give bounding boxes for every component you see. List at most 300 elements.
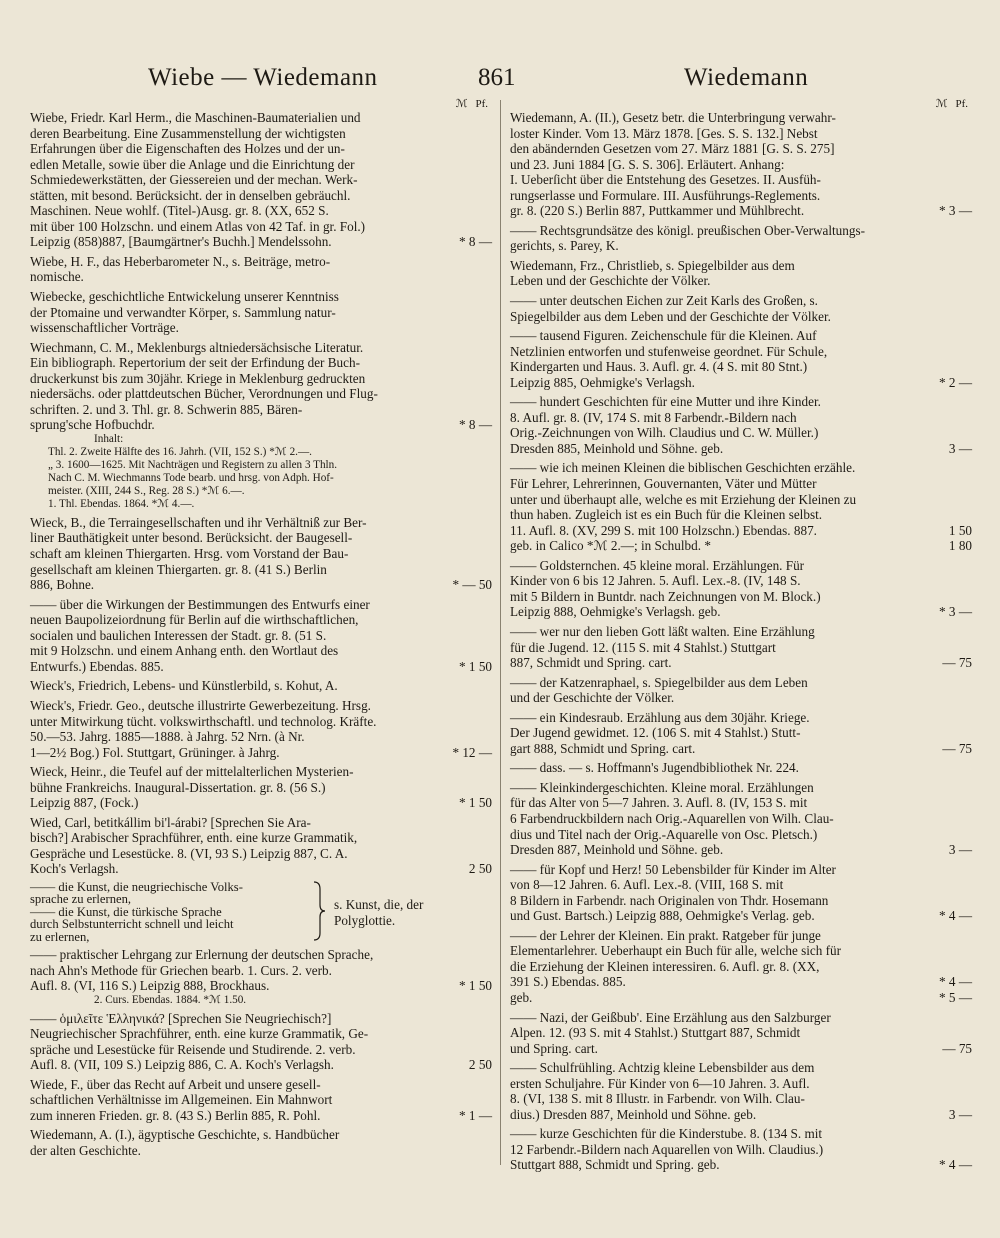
entry-text: —— wie ich meinen Kleinen die biblischen Geschichten erzähle.	[510, 460, 856, 476]
entry-text: nach Ahn's Methode für Griechen bearb. 1. Curs. 2. verb.	[30, 962, 332, 978]
entry-line: zu erlernen,	[30, 929, 90, 944]
entry-line	[510, 928, 972, 944]
entry-text: Wiedemann, Frz., Christlieb, s. Spiegelbilder aus dem	[510, 257, 795, 273]
contents-line	[30, 472, 492, 485]
entry-text: Wiedemann, A. (II.), Gesetz betr. die Unterbringung verwahr-	[510, 110, 836, 125]
entry-text: und der Geschichte der Völker.	[510, 690, 675, 706]
entry-text: —— für Kopf und Herz! 50 Lebensbilder für Kinder im Alter	[510, 861, 836, 877]
entry-text: druckerkunst bis zum 30jähr. Kriege in Meklenburg gedruckten	[30, 370, 366, 386]
entry-contents	[30, 433, 492, 511]
entry-text: socialen und baulichen Interessen der Stadt. gr. 8. (51 S.	[30, 627, 327, 643]
entry-text: Der Jugend gewidmet. 12. (106 S. mit 4 Stahlst.) Stutt-	[510, 725, 801, 741]
entry-line	[510, 1091, 972, 1107]
entry-text: Wied, Carl, betitkállim bi'l-árabi? [Sprechen Sie Ara-	[30, 814, 311, 830]
entry-text: Wieck's, Friedr. Geo., deutsche illustrirte Gewerbezeitung. Hrsg.	[30, 697, 371, 713]
column-divider	[500, 100, 501, 1165]
entry-text: 886, Bohne.	[30, 577, 95, 593]
entry-line	[30, 628, 492, 644]
catalog-entry	[510, 558, 972, 620]
left-column	[30, 98, 492, 1163]
entry-line	[510, 410, 972, 426]
entry-text: der Ptomaine und verwandter Körper, s. Sammlung natur-	[30, 304, 336, 320]
entry-line: s. Kunst, die, der	[334, 896, 424, 912]
catalog-entry	[510, 1010, 972, 1057]
entry-line	[510, 640, 972, 656]
entry-text: „ 3. 1600—1625. Mit Nachträgen und Registern zu allen 3 Thln.	[48, 458, 338, 471]
entry-line	[510, 1142, 972, 1158]
entry-line	[510, 476, 972, 492]
entry-text: —— Nazi, der Geißbub'. Eine Erzählung aus den Salzburger	[510, 1009, 831, 1025]
entry-line	[30, 1042, 492, 1058]
entry-text: sprung'sche Hofbuchdr.	[30, 417, 155, 433]
entry-text: meister. (XIII, 244 S., Reg. 28 S.) *ℳ 6.—.	[48, 484, 245, 497]
entry-text: für die Jugend. 12. (115 S. mit 4 Stahlst.) Stuttgart	[510, 639, 776, 655]
entry-text: geb. in Calico *ℳ 2.—; in Schulbd. *	[510, 538, 711, 554]
entry-line	[510, 394, 972, 410]
entry-text: 50.—53. Jahrg. 1885—1888. à Jahrg. 52 Nrn. (à Nr.	[30, 729, 305, 745]
entry-text: Ein bibliograph. Repertorium der seit der Erfindung der Buch-	[30, 355, 360, 371]
entry-line	[30, 203, 492, 219]
catalog-entry	[510, 1060, 972, 1122]
entry-text: von 8—12 Jahren. 6. Aufl. Lex.-8. (VIII, 168 S. mit	[510, 877, 784, 893]
entry-line	[510, 760, 972, 776]
entry-line	[510, 862, 972, 878]
entry-line	[30, 515, 492, 531]
entry-text: thun haben. Zugleich ist es ein Buch für die Kleinen selbst.	[510, 507, 823, 523]
entry-line	[30, 402, 492, 418]
entry-line	[30, 795, 492, 811]
entry-line	[30, 963, 492, 979]
entry-text: Wieck, B., die Terraingesellschaften und ihr Verhältniß zur Ber-	[30, 514, 367, 530]
entry-text: stätten, mit besond. Berücksicht. der in denselben gebräuchl.	[30, 187, 351, 203]
entry-line	[30, 172, 492, 188]
entry-line	[510, 675, 972, 691]
entry-text: —— der Lehrer der Kleinen. Ein prakt. Ratgeber für junge	[510, 927, 821, 943]
price: * 3 —	[939, 203, 972, 219]
entry-line	[30, 597, 492, 613]
entry-line	[30, 234, 492, 250]
entry-line	[510, 842, 972, 858]
entry-line	[30, 126, 492, 142]
catalog-entry	[510, 223, 972, 254]
catalog-entry	[30, 254, 492, 285]
entry-text: —— ein Kindesraub. Erzählung aus dem 30jähr. Kriege.	[510, 709, 810, 725]
catalog-entry	[30, 515, 492, 593]
entry-line	[510, 589, 972, 605]
entry-text: und 23. Juni 1884 [G. S. S. 306]. Erläutert. Anhang:	[510, 156, 785, 172]
entry-line	[30, 320, 492, 336]
entry-text: Dresden 885, Meinhold und Söhne. geb.	[510, 440, 724, 456]
price: 2 50	[468, 1057, 492, 1073]
entry-line	[510, 1025, 972, 1041]
price: * 4 —	[939, 1157, 972, 1173]
entry-line	[510, 293, 972, 309]
contents-line	[30, 498, 492, 511]
price: 3 —	[948, 842, 972, 858]
catalog-entry	[30, 289, 492, 336]
catalog-entry	[30, 597, 492, 675]
entry-line	[510, 1126, 972, 1142]
entry-line: Polyglottie.	[334, 912, 396, 928]
entry-text: Wiebe, Friedr. Karl Herm., die Maschinen-Baumaterialien und	[30, 110, 361, 125]
entry-line	[30, 577, 492, 593]
entry-text: Kindergarten und Haus. 3. Aufl. gr. 4. (4 S. mit 80 Stnt.)	[510, 359, 808, 375]
entry-text: Gespräche und Lesestücke. 8. (VI, 93 S.) Leipzig 887, C. A.	[30, 845, 348, 861]
price: * 3 —	[939, 604, 972, 620]
entry-text: 887, Schmidt und Spring. cart.	[510, 655, 672, 671]
entry-line	[30, 729, 492, 745]
entry-text: Erfahrungen über die Eigenschaften des Holzes und der un-	[30, 141, 345, 157]
entry-line: sprache zu erlernen,	[30, 892, 132, 907]
entry-text: mit 9 Holzschn. und einem Anhang enth. den Wortlaut des	[30, 643, 339, 659]
entry-text: gerichts, s. Parey, K.	[510, 238, 619, 254]
catalog-entry	[30, 340, 492, 511]
entry-text: zum inneren Frieden. gr. 8. (43 S.) Berlin 885, R. Pohl.	[30, 1107, 321, 1123]
entry-line	[510, 238, 972, 254]
entry-text: Orig.-Zeichnungen von Wilh. Claudius und C. W. Müller.)	[510, 425, 819, 441]
catalog-entry	[30, 110, 492, 250]
entry-text: Wieck, Heinr., die Teufel auf der mittelalterlichen Mysterien-	[30, 764, 354, 780]
entry-line	[30, 861, 492, 877]
grouped-titles	[30, 881, 306, 943]
entry-text: unter Mitwirkung tücht. volkswirthschaftl. und technolog. Kräfte.	[30, 713, 377, 729]
entry-line	[510, 573, 972, 589]
catalog-entry	[510, 258, 972, 289]
entry-text: —— Rechtsgrundsätze des königl. preußischen Ober-Verwaltungs-	[510, 222, 865, 238]
entry-text: Leipzig 888, Oehmigke's Verlagsh. geb.	[510, 604, 721, 620]
entry-text: niedersächs. oder plattdeutschen Bücher, Verordnungen und Flug-	[30, 386, 378, 402]
entry-line	[30, 764, 492, 780]
entry-line	[510, 126, 972, 142]
entry-line	[510, 780, 972, 796]
entry-text: bühne Frankreichs. Inaugural-Dissertation. gr. 8. (56 S.)	[30, 779, 326, 795]
entry-line	[510, 157, 972, 173]
entry-line	[510, 273, 972, 289]
catalog-entry	[510, 394, 972, 456]
catalog-entry	[30, 1077, 492, 1124]
entry-line	[30, 305, 492, 321]
entry-line	[30, 643, 492, 659]
price: 3 —	[948, 440, 972, 456]
entry-text: Wieck's, Friedrich, Lebens- und Künstlerbild, s. Kohut, A.	[30, 678, 338, 694]
entry-text: schaft am kleinen Thiergarten. Hrsg. vom Vorstand der Bau-	[30, 546, 349, 562]
entry-line	[30, 1108, 492, 1124]
entry-text: nomische.	[30, 269, 84, 285]
catalog-entry	[510, 710, 972, 757]
entry-text: wissenschaftlicher Vorträge.	[30, 320, 179, 336]
entry-line	[30, 846, 492, 862]
entry-line	[510, 110, 972, 126]
currency-pf: Pf.	[955, 98, 968, 110]
entry-line	[30, 355, 492, 371]
entry-text: Wiebecke, geschichtliche Entwickelung unserer Kenntniss	[30, 289, 339, 305]
entry-text: Spiegelbilder aus dem Leben und der Geschichte der Völker.	[510, 308, 831, 324]
price: * — 50	[452, 577, 492, 593]
price: * 1 50	[459, 795, 492, 811]
entry-line	[510, 877, 972, 893]
entry-text: Netzlinien entworfen und stufenweise geordnet. Für Schule,	[510, 343, 828, 359]
catalog-entry	[510, 110, 972, 219]
entry-line	[30, 340, 492, 356]
entry-line: durch Selbstunterricht schnell und leicht	[30, 917, 234, 932]
entry-line	[510, 492, 972, 508]
catalog-entry	[510, 624, 972, 671]
entry-text: und Spring. cart.	[510, 1040, 598, 1056]
entry-line	[30, 612, 492, 628]
entry-line	[510, 943, 972, 959]
entry-text: der alten Geschichte.	[30, 1142, 141, 1158]
entry-line	[30, 947, 492, 963]
entry-line	[510, 725, 972, 741]
entry-line	[30, 1057, 492, 1073]
entry-text: unter und überhaupt alle, welche es mit Erziehung der Kleinen zu	[510, 491, 857, 507]
entry-line	[510, 523, 972, 539]
entry-text: —— der Katzenraphael, s. Spiegelbilder aus dem Leben	[510, 674, 808, 690]
entry-line	[30, 386, 492, 402]
catalog-entry	[510, 862, 972, 924]
entry-text: 1—2½ Bog.) Fol. Stuttgart, Grüninger. à Jahrg.	[30, 744, 280, 760]
entry-text: Entwurfs.) Ebendas. 885.	[30, 658, 164, 674]
entry-line	[510, 309, 972, 325]
entry-text: loster Kinder. Vom 13. März 1878. [Ges. S. S. 132.] Nebst	[510, 125, 818, 141]
entry-line	[510, 425, 972, 441]
entry-text: gart 888, Schmidt und Spring. cart.	[510, 740, 696, 756]
entry-text: Inhalt:	[94, 432, 124, 445]
entry-line	[30, 1026, 492, 1042]
entry-line	[30, 371, 492, 387]
entry-text: Wiebe, H. F., das Heberbarometer N., s. Beiträge, metro-	[30, 253, 331, 269]
catalog-entry	[30, 1011, 492, 1073]
entry-text: Aufl. 8. (VII, 109 S.) Leipzig 886, C. A. Koch's Verlagsh.	[30, 1057, 334, 1073]
entry-text: spräche und Lesestücke für Reisende und Studirende. 2. verb.	[30, 1041, 356, 1057]
entry-text: —— über die Wirkungen der Bestimmungen des Entwurfs einer	[30, 596, 370, 612]
entry-line	[30, 698, 492, 714]
entry-line	[30, 530, 492, 546]
entry-contents	[30, 994, 492, 1007]
entry-line	[30, 678, 492, 694]
entry-text: gesellschaft am kleinen Thiergarten. gr. 8. (41 S.) Berlin	[30, 561, 327, 577]
entry-text: Wiedemann, A. (I.), ägyptische Geschichte, s. Handbücher	[30, 1127, 340, 1143]
price: 1 50	[948, 522, 972, 538]
entry-text: —— Schulfrühling. Achtzig kleine Lebensbilder aus dem	[510, 1060, 815, 1076]
entry-text: Elementarlehrer. Ueberhaupt ein Buch für alle, welche sich für	[510, 943, 842, 959]
catalog-entry	[510, 928, 972, 1006]
catalog-entry	[510, 460, 972, 553]
entry-line	[510, 258, 972, 274]
entry-line	[510, 893, 972, 909]
entry-text: —— Goldsternchen. 45 kleine moral. Erzählungen. Für	[510, 557, 805, 573]
entry-line	[30, 562, 492, 578]
currency-header	[30, 98, 492, 110]
entry-line	[510, 141, 972, 157]
currency-mark: ℳ	[455, 98, 468, 110]
entry-line	[510, 558, 972, 574]
entry-line	[510, 1107, 972, 1123]
entry-line	[30, 289, 492, 305]
entry-text: für das Alter von 5—7 Jahren. 3. Aufl. 8. (IV, 153 S. mit	[510, 795, 808, 811]
entry-line	[30, 1127, 492, 1143]
entry-line	[510, 1041, 972, 1057]
catalog-entry	[510, 293, 972, 324]
entry-text: Dresden 887, Meinhold und Söhne. geb.	[510, 842, 724, 858]
price: 2 50	[468, 861, 492, 877]
entry-line	[30, 659, 492, 675]
entry-line	[30, 269, 492, 285]
page-number: 861	[478, 64, 516, 91]
entry-line	[30, 815, 492, 831]
entry-text: 8. Aufl. gr. 8. (IV, 174 S. mit 8 Farbendr.-Bildern nach	[510, 409, 797, 425]
entry-line	[510, 172, 972, 188]
price: 1 80	[948, 538, 972, 554]
price: * 5 —	[939, 989, 972, 1005]
entry-text: dius.) Dresden 887, Meinhold und Söhne. geb.	[510, 1106, 757, 1122]
entry-line	[510, 811, 972, 827]
entry-line	[510, 375, 972, 391]
entry-line	[30, 141, 492, 157]
entry-text: Wiechmann, C. M., Meklenburgs altniedersächsische Literatur.	[30, 339, 364, 355]
entry-text: gr. 8. (220 S.) Berlin 887, Puttkammer und Mühlbrecht.	[510, 203, 805, 219]
contents-line	[30, 994, 492, 1007]
entry-line	[510, 359, 972, 375]
entry-line	[510, 959, 972, 975]
catalog-entry	[510, 328, 972, 390]
entry-line	[510, 908, 972, 924]
entry-text: —— hundert Geschichten für eine Mutter und ihre Kinder.	[510, 394, 821, 410]
price: * 1 50	[459, 978, 492, 994]
currency-mark: ℳ	[935, 98, 948, 110]
contents-line	[30, 446, 492, 459]
price: * 1 50	[459, 658, 492, 674]
cross-reference	[334, 897, 484, 928]
entry-text: 8. (VI, 138 S. mit 8 Illustr. in Farbendr. von Wilh. Clau-	[510, 1091, 805, 1107]
entry-line	[510, 188, 972, 204]
catalog-entry	[510, 675, 972, 706]
entry-text: Kinder von 6 bis 12 Jahren. 5. Aufl. Lex.-8. (IV, 148 S.	[510, 573, 801, 589]
entry-text: 6 Farbendruckbildern nach Orig.-Aquarellen von Wilh. Clau-	[510, 810, 834, 826]
contents-line	[30, 433, 492, 446]
entry-text: Thl. 2. Zweite Hälfte des 16. Jahrh. (VII, 152 S.) *ℳ 2.—.	[48, 445, 312, 458]
entry-line	[510, 655, 972, 671]
entry-line	[510, 1060, 972, 1076]
entry-line	[30, 188, 492, 204]
entry-line	[510, 990, 972, 1006]
entry-text: I. Ueberſicht über die Entstehung des Gesetzes. II. Ausfüh-	[510, 172, 821, 188]
entry-text: Wiede, F., über das Recht auf Arbeit und unsere gesell-	[30, 1076, 321, 1092]
catalog-entry	[30, 1127, 492, 1158]
entry-text: —— wer nur den lieben Gott läßt walten. Eine Erzählung	[510, 623, 815, 639]
catalog-entry	[30, 947, 492, 1007]
entry-line	[30, 830, 492, 846]
price: 3 —	[948, 1106, 972, 1122]
right-column	[510, 98, 972, 1177]
entry-line	[510, 1010, 972, 1026]
price: * 4 —	[939, 974, 972, 990]
entry-line	[30, 745, 492, 761]
catalog-entry	[30, 698, 492, 760]
entry-line: —— die Kunst, die neugriechische Volks-	[30, 879, 243, 894]
entry-line	[30, 219, 492, 235]
entry-text: Aufl. 8. (VI, 116 S.) Leipzig 888, Brockhaus.	[30, 978, 270, 994]
entry-text: Schmiedewerkstätten, der Giessereien und der mechan. Werk-	[30, 172, 358, 188]
entry-line	[510, 223, 972, 239]
entry-text: —— dass. — s. Hoffmann's Jugendbibliothek Nr. 224.	[510, 760, 799, 776]
entry-text: 391 S.) Ebendas. 885.	[510, 974, 626, 990]
entry-text: rungserlasse und Formulare. III. Ausführungs-Reglements.	[510, 187, 821, 203]
entry-text: —— unter deutschen Eichen zur Zeit Karls des Großen, s.	[510, 293, 818, 309]
entry-text: edlen Metalle, sowie über die Anlage und die Einrichtung der	[30, 156, 355, 172]
running-header	[0, 64, 1000, 98]
entry-line	[30, 978, 492, 994]
entry-text: Stuttgart 888, Schmidt und Spring. geb.	[510, 1157, 720, 1173]
entry-text: —— kurze Geschichten für die Kinderstube. 8. (134 S. mit	[510, 1126, 823, 1142]
entry-line	[510, 741, 972, 757]
entry-text: ersten Schuljahre. Für Kinder von 6—10 Jahren. 3. Aufl.	[510, 1075, 810, 1091]
entry-text: Leben und der Geschichte der Völker.	[510, 273, 711, 289]
curly-brace-icon	[312, 881, 326, 941]
entry-text: liner Bauthätigkeit unter besond. Berücksicht. der Baugesell-	[30, 530, 353, 546]
entry-line	[30, 546, 492, 562]
price: * 1 —	[459, 1107, 492, 1123]
entry-line	[510, 538, 972, 554]
entry-text: und Gust. Bartsch.) Leipzig 888, Oehmigke's Verlag. geb.	[510, 908, 815, 924]
entry-line	[510, 827, 972, 843]
entry-line	[510, 460, 972, 476]
entry-line	[30, 110, 492, 126]
entry-line	[30, 157, 492, 173]
entry-text: —— praktischer Lehrgang zur Erlernung der deutschen Sprache,	[30, 946, 374, 962]
catalog-entry	[510, 780, 972, 858]
entry-text: Für Lehrer, Lehrerinnen, Gouvernanten, Väter und Mütter	[510, 476, 817, 492]
entry-text: 2. Curs. Ebendas. 1884. *ℳ 1.50.	[94, 993, 247, 1006]
entry-text: —— ὁμιλεῖτε Ἑλληνικά? [Sprechen Sie Neugriechisch?]	[30, 1010, 332, 1026]
entry-text: —— tausend Figuren. Zeichenschule für die Kleinen. Auf	[510, 328, 817, 344]
entry-text: schriften. 2. und 3. Thl. gr. 8. Schwerin 885, Bären-	[30, 401, 303, 417]
entry-line	[30, 254, 492, 270]
entry-line	[510, 441, 972, 457]
entry-line	[30, 1143, 492, 1159]
entry-text: Koch's Verlagsh.	[30, 861, 119, 877]
entry-line	[30, 780, 492, 796]
price: — 75	[942, 740, 972, 756]
price: * 2 —	[939, 374, 972, 390]
entry-text: den abändernden Gesetzen vom 27. März 1881 [G. S. S. 275]	[510, 141, 835, 157]
entry-line	[510, 1157, 972, 1173]
entry-text: —— Kleinkindergeschichten. Kleine moral. Erzählungen	[510, 779, 814, 795]
entry-line	[30, 417, 492, 433]
entry-line	[30, 1077, 492, 1093]
currency-header	[510, 98, 972, 110]
entry-text: 12 Farbendr.-Bildern nach Aquarellen von Wilh. Claudius.)	[510, 1141, 824, 1157]
entry-text: Leipzig 885, Oehmigke's Verlagsh.	[510, 374, 695, 390]
cross-reference-group	[30, 881, 492, 943]
price: * 8 —	[459, 417, 492, 433]
price: * 12 —	[452, 744, 492, 760]
entry-line	[510, 507, 972, 523]
entry-line	[510, 974, 972, 990]
entry-line	[510, 328, 972, 344]
entry-text: Leipzig (858)887, [Baumgärtner's Buchh.] Mendelssohn.	[30, 234, 332, 250]
catalog-entry	[30, 815, 492, 877]
entry-text: Neugriechischer Sprachführer, enth. eine kurze Grammatik, Ge-	[30, 1026, 369, 1042]
entry-text: Alpen. 12. (93 S. mit 4 Stahlst.) Stuttgart 887, Schmidt	[510, 1025, 801, 1041]
catalog-entry	[30, 678, 492, 694]
entry-line	[510, 624, 972, 640]
entry-text: bisch?] Arabischer Sprachführer, enth. eine kurze Grammatik,	[30, 830, 358, 846]
header-left-title: Wiebe — Wiedemann	[148, 64, 378, 91]
entry-text: deren Bearbeitung. Eine Zusammenstellung der wichtigsten	[30, 125, 346, 141]
entry-line	[30, 1011, 492, 1027]
entry-text: Leipzig 887, (Fock.)	[30, 795, 139, 811]
